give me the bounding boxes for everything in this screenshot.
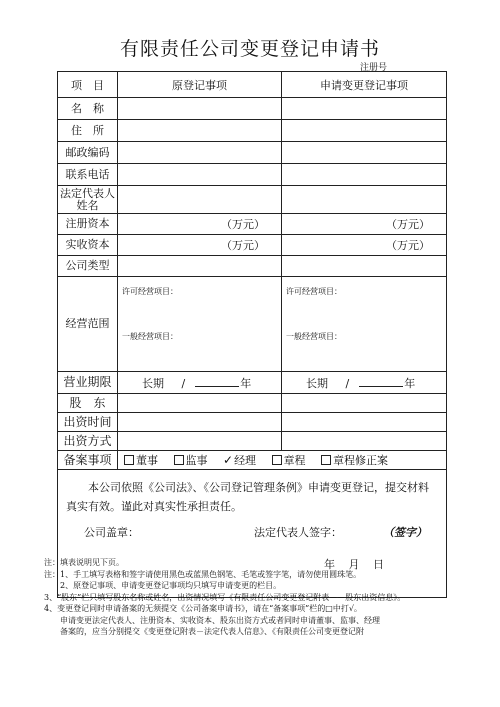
legal-rep-signature-label: 法定代表人签字： xyxy=(254,526,342,539)
change-paid-capital-field[interactable]: （万元） xyxy=(282,235,447,256)
row-label-shareholder: 股 东 xyxy=(58,394,118,413)
row-label-address: 住 所 xyxy=(58,120,118,142)
checkbox-icon xyxy=(124,455,134,465)
header-change: 申请变更登记事项 xyxy=(282,72,447,98)
checkmark-icon: ✓ xyxy=(223,453,234,467)
original-postcode-field[interactable] xyxy=(118,142,282,164)
date-line[interactable]: 年 月 日 xyxy=(324,558,384,571)
note-line: 注：填表说明见下页。 xyxy=(44,558,124,567)
original-licensed-items-label: 许可经营项目： xyxy=(122,287,178,296)
original-legal-rep-field[interactable] xyxy=(118,186,282,214)
row-label-term: 营业期限 xyxy=(58,372,118,394)
note-line: 备案的，应当分别提交《变更登记附表－法定代表人信息》、《有限责任公司变更登记附 xyxy=(44,627,364,636)
row-label-paid-capital: 实收资本 xyxy=(58,235,118,256)
note-line: 申请变更法定代表人、注册资本、实收资本、股东出资方式或者同时申请董事、监事、经理 xyxy=(44,615,380,625)
original-term-field[interactable] xyxy=(118,372,282,394)
row-label-scope: 经营范围 xyxy=(58,277,118,372)
change-registration-form xyxy=(57,71,447,598)
signature-text[interactable]: （签字） xyxy=(383,526,427,539)
change-invest-time-field[interactable] xyxy=(282,413,447,432)
change-term-slash: / xyxy=(345,376,350,390)
original-shareholder-field[interactable] xyxy=(118,394,282,413)
original-invest-method-field[interactable] xyxy=(118,432,282,451)
change-postcode-field[interactable] xyxy=(282,142,447,164)
row-label-name: 名 称 xyxy=(58,98,118,120)
header-original: 原登记事项 xyxy=(118,72,282,98)
note-line: 2、原登记事项、申请变更登记事项均只填写申请变更的栏目。 xyxy=(44,581,282,590)
original-term-blank[interactable] xyxy=(195,376,239,387)
change-term-blank[interactable] xyxy=(359,376,403,387)
change-term-field[interactable] xyxy=(282,372,447,394)
registration-number-label: 注册号 xyxy=(360,63,388,73)
row-label-company-type: 公司类型 xyxy=(58,256,118,277)
original-invest-time-field[interactable] xyxy=(118,413,282,432)
change-invest-method-field[interactable] xyxy=(282,432,447,451)
filing-option-supervisor[interactable]: 监事 xyxy=(174,452,208,468)
filing-option-articles-amendment[interactable]: 章程修正案 xyxy=(321,452,388,468)
row-label-legal-rep: 法定代表人姓名 xyxy=(58,186,118,214)
row-label-postcode: 邮政编码 xyxy=(58,142,118,164)
form-title: 有限责任公司变更登记申请书 xyxy=(119,38,380,60)
change-name-field[interactable] xyxy=(282,98,447,120)
original-phone-field[interactable] xyxy=(118,164,282,186)
note-line: 3、“股东”栏只填写股东名称或姓名，出资情况填写《有限责任公司变更登记附表－－股东出资信息》。 xyxy=(44,592,406,602)
original-general-items-label: 一般经营项目： xyxy=(122,332,178,341)
checkbox-icon xyxy=(321,455,331,465)
checkbox-icon xyxy=(272,455,282,465)
filing-options xyxy=(118,451,447,470)
change-term-long: 长期 xyxy=(306,376,328,390)
change-legal-rep-field[interactable] xyxy=(282,186,447,214)
change-company-type-field[interactable] xyxy=(282,256,447,277)
original-reg-capital-field[interactable]: （万元） xyxy=(118,214,282,235)
filing-option-director[interactable]: 董事 xyxy=(124,452,158,468)
notes-section xyxy=(44,557,464,638)
filing-option-manager[interactable]: ✓经理 xyxy=(223,453,257,467)
original-scope-field[interactable] xyxy=(118,277,282,372)
note-line: 4、变更登记同时申请备案的无须提交《公司备案申请书》，请在“备案事项”栏的□中打√。 xyxy=(44,604,362,613)
change-phone-field[interactable] xyxy=(282,164,447,186)
change-shareholder-field[interactable] xyxy=(282,394,447,413)
change-term-year: 年 xyxy=(404,376,416,390)
change-address-field[interactable] xyxy=(282,120,447,142)
change-scope-field[interactable] xyxy=(282,277,447,372)
original-term-long: 长期 xyxy=(142,376,164,390)
original-address-field[interactable] xyxy=(118,120,282,142)
change-reg-capital-field[interactable]: （万元） xyxy=(282,214,447,235)
row-label-invest-time: 出资时间 xyxy=(58,413,118,432)
original-paid-capital-field[interactable]: （万元） xyxy=(118,235,282,256)
row-label-invest-method: 出资方式 xyxy=(58,432,118,451)
filing-option-articles[interactable]: 章程 xyxy=(272,452,306,468)
company-seal-label: 公司盖章： xyxy=(84,526,139,539)
note-line: 注：1、手工填写表格和签字请使用黑色或蓝黑色钢笔、毛笔或签字笔，请勿使用圆珠笔。 xyxy=(44,569,362,579)
row-label-phone: 联系电话 xyxy=(58,164,118,186)
row-label-filing: 备案事项 xyxy=(58,451,118,470)
row-label-reg-capital: 注册资本 xyxy=(58,214,118,235)
declaration-text: 本公司依照《公司法》、《公司登记管理条例》申请变更登记，提交材料真实有效。谨此对真实性承担责任。 xyxy=(66,481,429,513)
original-name-field[interactable] xyxy=(118,98,282,120)
change-licensed-items-label: 许可经营项目： xyxy=(286,287,342,296)
change-general-items-label: 一般经营项目： xyxy=(286,332,342,341)
original-term-year: 年 xyxy=(240,376,252,390)
original-term-slash: / xyxy=(181,376,186,390)
checkbox-icon xyxy=(174,455,184,465)
original-company-type-field[interactable] xyxy=(118,256,282,277)
header-item: 项 目 xyxy=(58,72,118,98)
